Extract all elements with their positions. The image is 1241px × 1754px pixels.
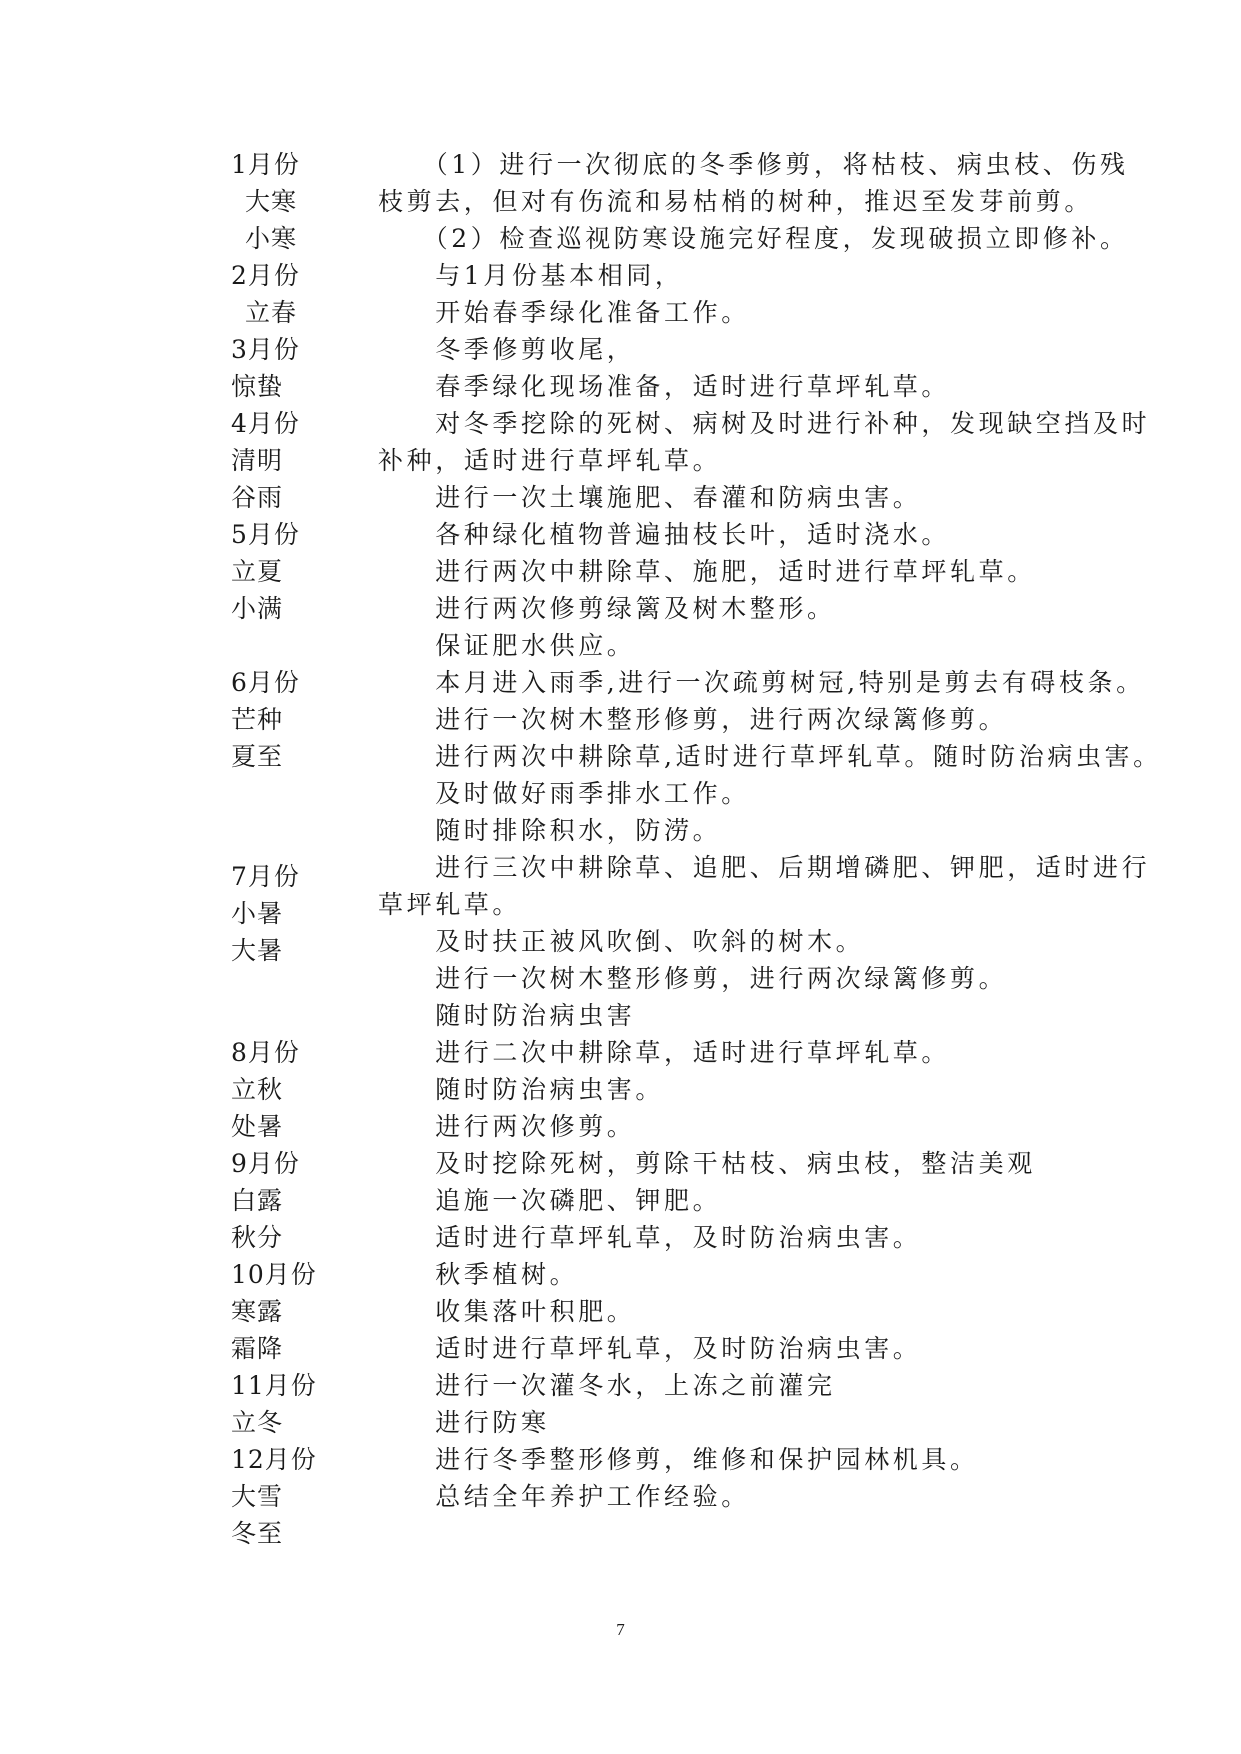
task-line: 各种绿化植物普遍抽枝长叶，适时浇水。 [378,520,951,549]
month-label: 7月份 [231,862,300,891]
solar-term-label: 小暑 [231,899,284,928]
task-line: 进行冬季整形修剪，维修和保护园林机具。 [378,1445,979,1474]
month-label: 6月份 [231,668,300,697]
task-line: 随时防治病虫害 [378,1001,636,1030]
task-line: 对冬季挖除的死树、病树及时进行补种，发现缺空挡及时 [378,409,1151,438]
solar-term-label: 小满 [231,594,284,623]
task-line: 进行三次中耕除草、追肥、后期增磷肥、钾肥，适时进行 [378,853,1151,882]
task-line: 进行一次树木整形修剪，进行两次绿篱修剪。 [378,705,1008,734]
solar-term-label: 寒露 [231,1297,284,1326]
solar-term-label: 小寒 [245,224,298,253]
month-label: 12月份 [231,1445,317,1474]
solar-term-label: 立冬 [231,1408,284,1437]
solar-term-label: 白露 [231,1186,284,1215]
task-line: 及时挖除死树，剪除干枯枝、病虫枝，整洁美观 [378,1149,1036,1178]
month-label: 8月份 [231,1038,300,1067]
task-line: 本月进入雨季,进行一次疏剪树冠,特别是剪去有碍枝条。 [378,668,1145,697]
task-line: 及时扶正被风吹倒、吹斜的树木。 [378,927,865,956]
task-line: 保证肥水供应。 [378,631,636,660]
solar-term-label: 立夏 [231,557,284,586]
solar-term-label: 大寒 [245,187,298,216]
task-line: 总结全年养护工作经验。 [378,1482,750,1511]
task-line: 追施一次磷肥、钾肥。 [378,1186,722,1215]
task-line: 进行两次修剪绿篱及树木整形。 [378,594,836,623]
task-line: 收集落叶积肥。 [378,1297,636,1326]
month-label: 2月份 [231,261,300,290]
page-number: 7 [616,1620,625,1639]
task-line: 进行一次灌冬水，上冻之前灌完 [378,1371,836,1400]
task-line: 进行二次中耕除草，适时进行草坪轧草。 [378,1038,951,1067]
task-line: 进行一次树木整形修剪，进行两次绿篱修剪。 [378,964,1008,993]
solar-term-label: 立秋 [231,1075,284,1104]
task-line: 进行两次中耕除草,适时进行草坪轧草。随时防治病虫害。 [378,742,1162,771]
month-label: 9月份 [231,1149,300,1178]
solar-term-label: 大暑 [231,936,284,965]
task-line: 适时进行草坪轧草，及时防治病虫害。 [378,1334,922,1363]
task-line: （1）进行一次彻底的冬季修剪，将枯枝、病虫枝、伤残 [378,150,1129,179]
task-line: 进行防寒 [378,1408,550,1437]
solar-term-label: 立春 [245,298,298,327]
solar-term-label: 惊蛰 [231,372,284,401]
solar-term-label: 处暑 [231,1112,284,1141]
month-label: 4月份 [231,409,300,438]
task-line: 随时排除积水，防涝。 [378,816,722,845]
task-line: 适时进行草坪轧草，及时防治病虫害。 [378,1223,922,1252]
solar-term-label: 芒种 [231,705,284,734]
month-label: 1月份 [231,150,300,179]
task-line: 进行一次土壤施肥、春灌和防病虫害。 [378,483,922,512]
task-line: 开始春季绿化准备工作。 [378,298,750,327]
task-line: 进行两次修剪。 [378,1112,636,1141]
solar-term-label: 夏至 [231,742,284,771]
task-line: 补种，适时进行草坪轧草。 [378,446,722,475]
task-line: 冬季修剪收尾， [378,335,636,364]
task-line: 草坪轧草。 [378,890,522,919]
task-line: 枝剪去，但对有伤流和易枯梢的树种，推迟至发芽前剪。 [378,187,1094,216]
solar-term-label: 冬至 [231,1519,284,1548]
month-label: 5月份 [231,520,300,549]
task-line: （2）检查巡视防寒设施完好程度，发现破损立即修补。 [378,224,1129,253]
task-line: 秋季植树。 [378,1260,579,1289]
task-line: 与1月份基本相同， [378,261,684,290]
solar-term-label: 秋分 [231,1223,284,1252]
month-label: 3月份 [231,335,300,364]
solar-term-label: 霜降 [231,1334,284,1363]
task-line: 进行两次中耕除草、施肥，适时进行草坪轧草。 [378,557,1036,586]
task-line: 随时防治病虫害。 [378,1075,665,1104]
task-line: 春季绿化现场准备，适时进行草坪轧草。 [378,372,951,401]
solar-term-label: 谷雨 [231,483,284,512]
month-label: 11月份 [231,1371,317,1400]
task-line: 及时做好雨季排水工作。 [378,779,750,808]
solar-term-label: 大雪 [231,1482,284,1511]
solar-term-label: 清明 [231,446,284,475]
month-label: 10月份 [231,1260,317,1289]
